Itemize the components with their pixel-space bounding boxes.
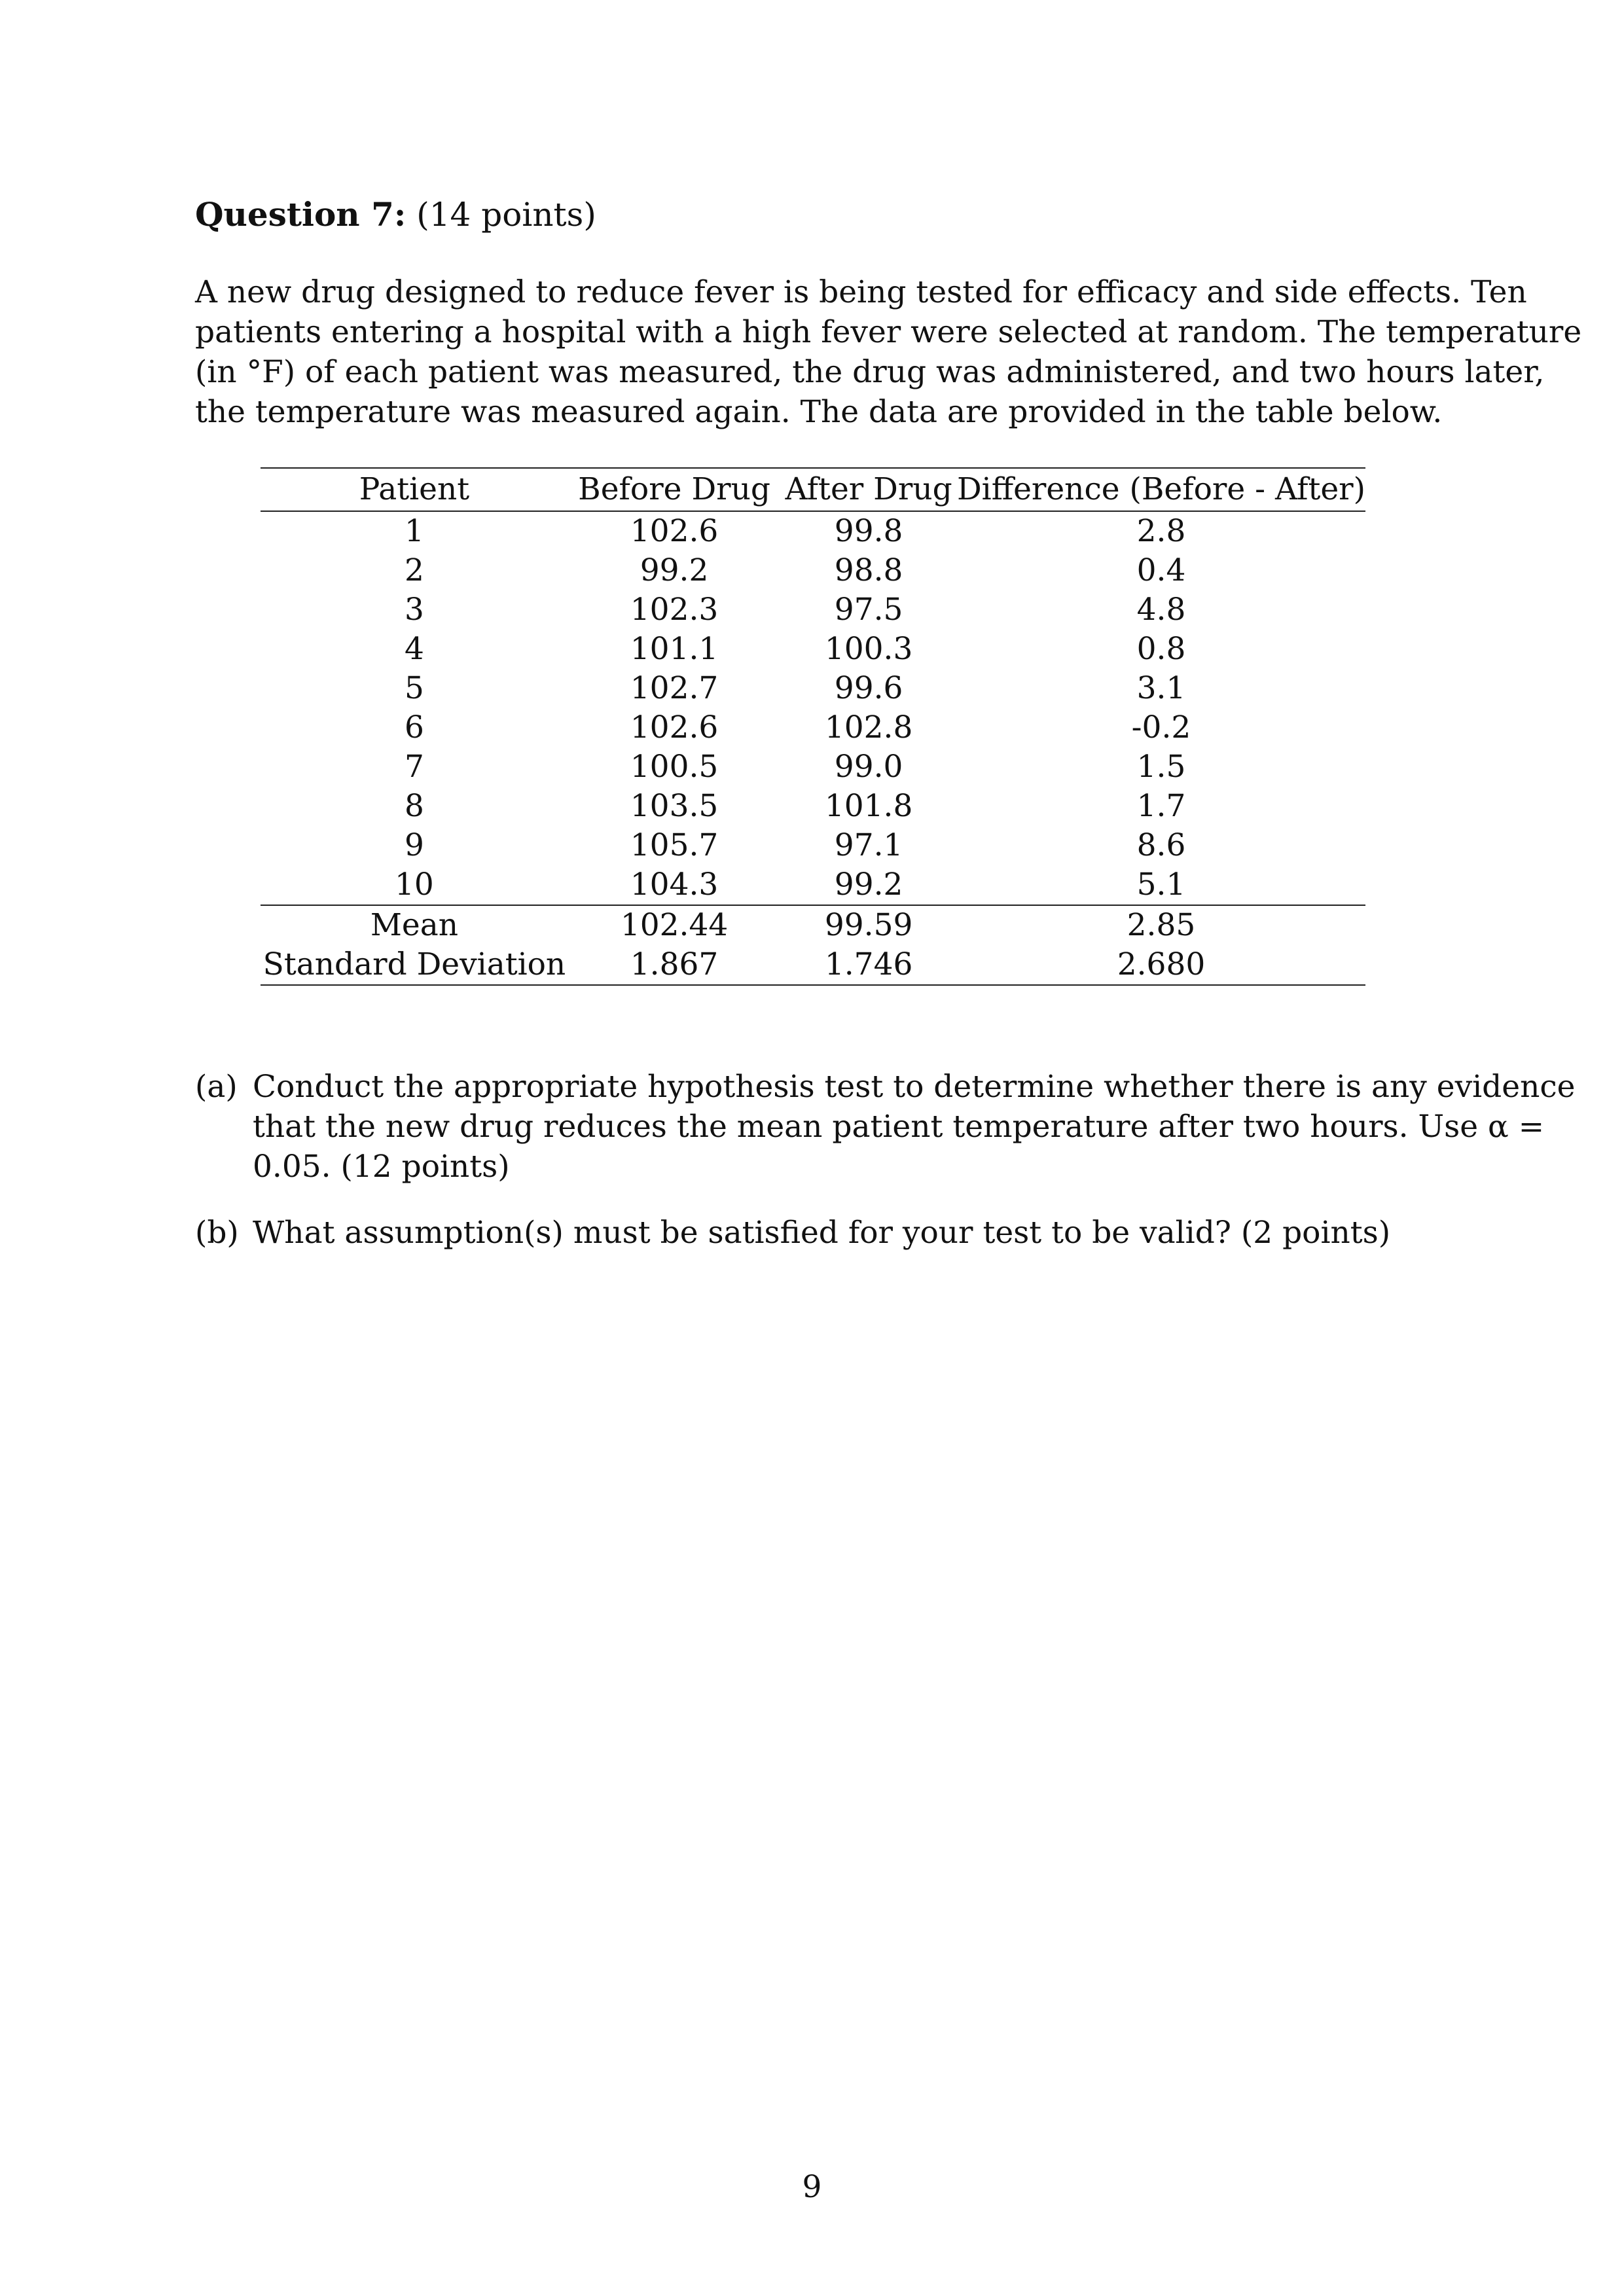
cell-difference: 4.8: [1136, 592, 1186, 628]
intro-line: the temperature was measured again. The data are provided in the table below.: [195, 394, 1443, 430]
part-label: (a): [195, 1069, 238, 1105]
cell-after: 97.5: [834, 592, 903, 628]
cell-patient: 2: [404, 552, 424, 588]
cell-patient: 7: [404, 749, 424, 785]
table-row: [261, 590, 1365, 630]
temperature-table: [261, 467, 1365, 986]
question-points: (14 points): [416, 196, 596, 234]
cell-after: 99.2: [834, 867, 903, 903]
intro-line: patients entering a hospital with a high fever were selected at random. The temperature: [195, 314, 1582, 350]
summary-difference: 2.85: [1127, 907, 1196, 943]
cell-after: 99.6: [834, 670, 903, 706]
cell-before: 105.7: [630, 827, 719, 863]
table-row: [261, 551, 1365, 590]
part-line: What assumption(s) must be satisfied for your test to be valid? (2 points): [253, 1215, 1391, 1251]
intro-line: (in °F) of each patient was measured, the drug was administered, and two hours later,: [195, 354, 1545, 390]
part-b: [195, 1213, 1439, 1253]
cell-before: 104.3: [630, 867, 719, 903]
cell-after: 101.8: [824, 788, 913, 824]
cell-before: 99.2: [640, 552, 709, 588]
page-number: 9: [802, 2169, 822, 2205]
cell-before: 102.6: [630, 709, 719, 745]
cell-difference: 1.7: [1136, 788, 1186, 824]
cell-difference: -0.2: [1131, 709, 1191, 745]
part-line: that the new drug reduces the mean patient temperature after two hours. Use α =: [253, 1109, 1545, 1145]
cell-after: 97.1: [834, 827, 903, 863]
cell-after: 100.3: [824, 631, 913, 667]
table-row: [261, 787, 1365, 826]
summary-row-sd: [261, 945, 1365, 985]
cell-difference: 0.8: [1136, 631, 1186, 667]
part-line: Conduct the appropriate hypothesis test to determine whether there is any evidence: [253, 1069, 1576, 1105]
cell-before: 101.1: [630, 631, 719, 667]
cell-patient: 4: [404, 631, 424, 667]
summary-row-mean: [261, 905, 1365, 945]
table-header-row: [261, 468, 1365, 511]
part-line: 0.05. (12 points): [253, 1149, 510, 1185]
part-label: (b): [195, 1215, 239, 1251]
table-row: [261, 865, 1365, 905]
summary-before: 102.44: [620, 907, 729, 943]
cell-difference: 0.4: [1136, 552, 1186, 588]
cell-before: 102.6: [630, 513, 719, 549]
summary-label: Standard Deviation: [262, 946, 566, 982]
header-patient: Patient: [359, 471, 470, 507]
summary-after: 1.746: [824, 946, 913, 982]
cell-patient: 5: [404, 670, 424, 706]
cell-patient: 3: [404, 592, 424, 628]
header-before-drug: Before Drug: [578, 471, 770, 507]
header-difference: Difference (Before - After): [956, 471, 1365, 507]
cell-patient: 1: [404, 513, 424, 549]
table-row: [261, 630, 1365, 669]
cell-patient: 8: [404, 788, 424, 824]
cell-difference: 8.6: [1136, 827, 1186, 863]
table-row: [261, 669, 1365, 708]
cell-after: 99.0: [834, 749, 903, 785]
cell-before: 103.5: [630, 788, 719, 824]
cell-difference: 2.8: [1136, 513, 1186, 549]
cell-after: 99.8: [834, 513, 903, 549]
table-row: [261, 826, 1365, 865]
cell-difference: 5.1: [1136, 867, 1186, 903]
summary-before: 1.867: [630, 946, 719, 982]
question-heading: [195, 192, 596, 238]
header-after-drug: After Drug: [785, 471, 952, 507]
cell-before: 102.3: [630, 592, 719, 628]
cell-before: 100.5: [630, 749, 719, 785]
summary-difference: 2.680: [1117, 946, 1206, 982]
part-a: [195, 1067, 1576, 1187]
cell-after: 102.8: [824, 709, 913, 745]
cell-after: 98.8: [834, 552, 903, 588]
table-row: [261, 708, 1365, 747]
cell-difference: 1.5: [1136, 749, 1186, 785]
question-parts: [195, 1067, 1576, 1279]
cell-patient: 10: [395, 867, 434, 903]
cell-difference: 3.1: [1136, 670, 1186, 706]
cell-before: 102.7: [630, 670, 719, 706]
cell-patient: 9: [404, 827, 424, 863]
table-row: [261, 511, 1365, 551]
intro-line: A new drug designed to reduce fever is being tested for efficacy and side effects. Ten: [195, 274, 1527, 310]
summary-label: Mean: [370, 907, 459, 943]
cell-patient: 6: [404, 709, 424, 745]
summary-after: 99.59: [824, 907, 913, 943]
question-intro: [195, 272, 1582, 432]
question-title: Question 7:: [195, 195, 406, 234]
table-row: [261, 747, 1365, 787]
